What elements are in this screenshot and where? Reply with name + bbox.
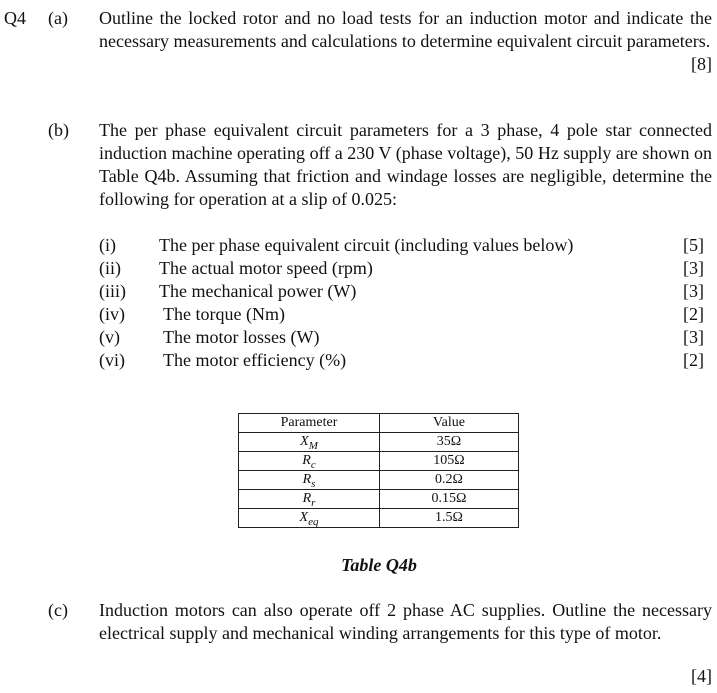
part-b-item-text: The mechanical power (W): [159, 281, 357, 301]
part-b-item-num: (vi): [99, 350, 125, 370]
part-b-item-marks: [3]: [683, 258, 704, 278]
part-b-item-marks: [3]: [683, 281, 704, 301]
parameter-subscript: s: [311, 478, 316, 490]
parameter-cell: [239, 471, 380, 490]
part-c-label: (c): [48, 600, 68, 620]
part-b-item-marks: [2]: [683, 304, 704, 324]
table-header-row: [239, 414, 519, 433]
parameter-symbol: R: [302, 453, 311, 468]
parameter-cell: [239, 490, 380, 509]
header-parameter: Parameter: [239, 414, 380, 433]
table-row: [239, 452, 519, 471]
part-b-item-num: (iv): [99, 304, 125, 324]
table-caption: Table Q4b: [341, 555, 417, 575]
part-c-marks: [4]: [691, 666, 712, 686]
part-a-label: (a): [48, 8, 68, 28]
part-b-item-marks: [5]: [683, 235, 704, 255]
parameter-symbol: R: [302, 472, 312, 487]
parameter-subscript: r: [311, 497, 316, 509]
header-value: Value: [380, 414, 519, 433]
table-row: [239, 433, 519, 452]
part-c-text: Induction motors can also operate off 2 phase AC supplies. Outline the necessary electrical supply and mechanical winding arrangements for this type of motor.: [99, 600, 712, 643]
part-b-item-text: The torque (Nm): [163, 304, 285, 324]
parameter-table: [238, 413, 519, 528]
parameter-symbol: X: [299, 510, 309, 525]
part-b-label: (b): [48, 120, 69, 140]
part-b-item-text: The per phase equivalent circuit (including values below): [159, 235, 574, 255]
part-b-item-marks: [3]: [683, 327, 704, 347]
parameter-cell: [239, 509, 380, 528]
table-row: [239, 490, 519, 509]
part-b-item-num: (ii): [99, 258, 121, 278]
part-b-item-text: The motor losses (W): [163, 327, 320, 347]
part-a-marks: [8]: [691, 54, 712, 74]
value-cell: 35Ω: [380, 433, 519, 452]
value-cell: 0.15Ω: [380, 490, 519, 509]
part-b-item-text: The motor efficiency (%): [163, 350, 347, 370]
part-b-item-num: (iii): [99, 281, 126, 301]
part-b-item-num: (i): [99, 235, 116, 255]
parameter-cell: [239, 433, 380, 452]
parameter-subscript: eq: [308, 516, 319, 528]
table-row: [239, 509, 519, 528]
table-row: [239, 471, 519, 490]
part-b-item-num: (v): [99, 327, 120, 347]
part-b-item-marks: [2]: [683, 350, 704, 370]
parameter-subscript: M: [308, 440, 318, 452]
question-number: Q4: [4, 8, 26, 28]
parameter-subscript: c: [310, 459, 316, 471]
part-b-item-text: The actual motor speed (rpm): [159, 258, 373, 278]
value-cell: 105Ω: [380, 452, 519, 471]
value-cell: 1.5Ω: [380, 509, 519, 528]
part-a-text: Outline the locked rotor and no load tests for an induction motor and indicate the necessary measurements and calculations to determine equivalent circuit parameters.: [99, 8, 712, 51]
parameter-symbol: X: [300, 434, 309, 449]
part-b-text: The per phase equivalent circuit parameters for a 3 phase, 4 pole star connected induction machine operating off a 230 V (phase voltage), 50 Hz supply are shown on Table Q4b. Assuming that friction and windage losses are negligible, determine the following for operation at a slip of 0.025:: [99, 120, 712, 209]
parameter-cell: [239, 452, 380, 471]
parameter-symbol: R: [302, 491, 312, 506]
value-cell: 0.2Ω: [380, 471, 519, 490]
